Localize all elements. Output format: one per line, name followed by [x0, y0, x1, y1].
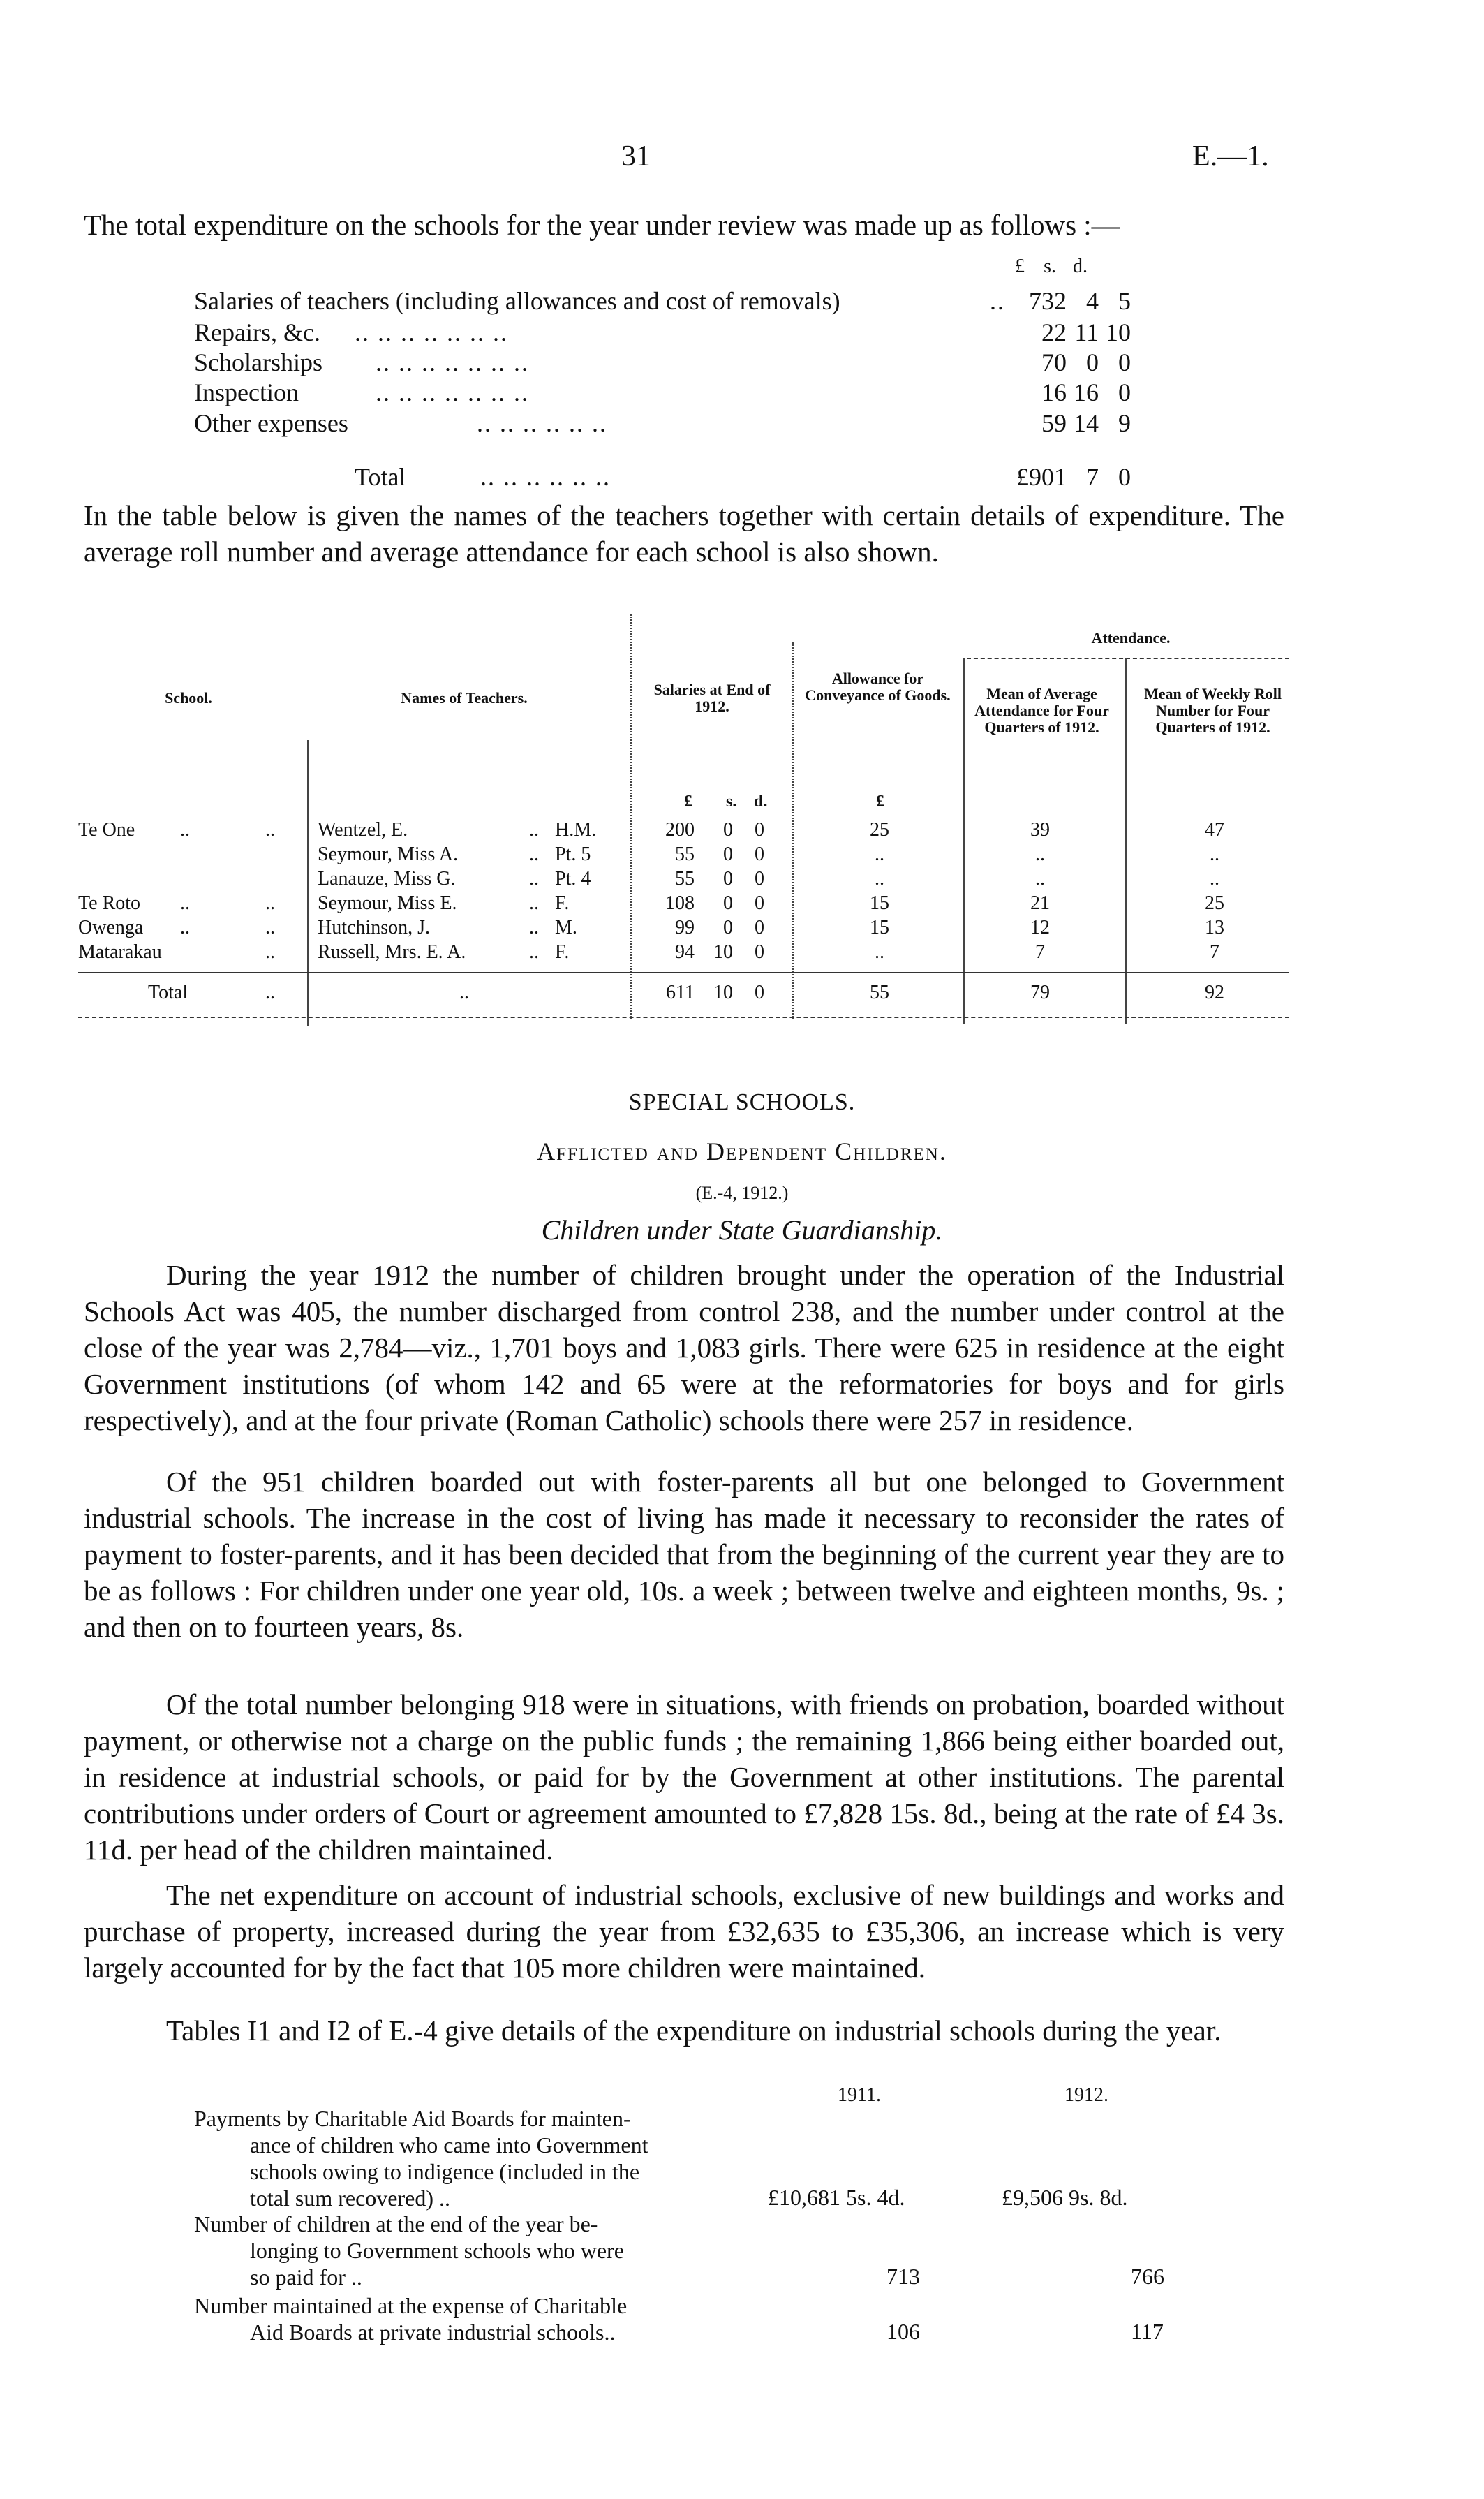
table-row-att: 39 [1030, 819, 1050, 841]
leader-dots: .. [265, 917, 275, 938]
table-row-pounds: 99 [675, 917, 695, 938]
row-label-line: Number maintained at the expense of Charitable [194, 2293, 628, 2318]
paragraph: During the year 1912 the number of children brought under the operation of the Industrial Schools Act was 405, the number discharged from control 238, and the number under control at the close of the year was 2,784—viz., 1,701 boys and 1,083 girls. There were 625 in residence at the eight Government institutions (of whom 142 and 65 were at the reformatories for boys and for girls respectively), and at the four private (Roman Catholic) schools there were 257 in residence. [84, 1259, 1284, 1436]
table-row-rank: H.M. [555, 819, 597, 841]
rule [307, 740, 309, 1026]
exp-label-repairs: Repairs, &c. [194, 318, 320, 346]
table-total-pounds: 611 [666, 982, 695, 1003]
leader-dots: .. .. .. .. .. .. .. [355, 318, 508, 346]
exp-pence: 9 [1118, 409, 1131, 437]
unit-shillings: s. [726, 793, 737, 811]
table-row-pounds: 55 [675, 843, 695, 865]
exp-shillings: 14 [1074, 409, 1099, 437]
exp-pounds: 16 [1041, 378, 1067, 406]
leader-dots: .. [265, 941, 275, 963]
th-salaries: Salaries at End of 1912. [653, 681, 771, 715]
leader-dots: .. [529, 819, 539, 841]
table-total-att: 79 [1030, 982, 1050, 1003]
table-row-pence: 0 [755, 941, 764, 963]
row-label-line: ance of children who came into Government [250, 2132, 648, 2158]
exp-pence: 0 [1118, 348, 1131, 376]
table-row-allow: 15 [870, 892, 889, 914]
expenditure-intro: The total expenditure on the schools for the year under review was made up as follows :— [84, 209, 1120, 241]
table-row-rank: M. [555, 917, 577, 938]
exp-pounds: 70 [1041, 348, 1067, 376]
paragraph: Tables I1 and I2 of E.-4 give details of the expenditure on industrial schools during the year. [166, 2014, 1222, 2047]
exp-shillings: 11 [1074, 318, 1099, 346]
leader-dots: .. [529, 843, 539, 865]
table-row-att: 12 [1030, 917, 1050, 938]
leader-dots: .. .. .. .. .. .. .. [376, 378, 529, 406]
table-row-pence: 0 [755, 868, 764, 890]
leader-dots: .. [265, 819, 275, 841]
rule [78, 1017, 1289, 1018]
row-label-line: Number of children at the end of the year be- [194, 2211, 598, 2236]
th-attendance: Attendance. [1091, 629, 1171, 647]
table-row-roll: 13 [1205, 917, 1224, 938]
table-row-name: Hutchinson, J. [318, 917, 430, 938]
table-intro: In the table below is given the names of the teachers together with certain details of expenditure. The average roll number and average attendance for each school is also shown. [84, 499, 1284, 568]
th-school: School. [165, 689, 212, 707]
paragraph: The net expenditure on account of industrial schools, exclusive of new buildings and works and purchase of property, increased during the year from £32,635 to £35,306, an increase which is very largely accounted for by the fact that 105 more children were maintained. [84, 1879, 1284, 1984]
table-row-school: Te Roto [78, 892, 141, 914]
section-title: SPECIAL SCHOOLS. [628, 1089, 856, 1115]
leader-dots: .. [529, 941, 539, 963]
table-row-name: Russell, Mrs. E. A. [318, 941, 466, 963]
unit-pence: d. [754, 793, 768, 811]
row-label-line: total sum recovered) .. [250, 2185, 450, 2211]
row-label-line: Aid Boards at private industrial schools.. [250, 2320, 616, 2345]
table-row-name: Wentzel, E. [318, 819, 408, 841]
table-row-shillings: 0 [723, 819, 733, 841]
rule [963, 658, 965, 1024]
row-label-line: so paid for .. [250, 2264, 362, 2290]
table-row-pence: 0 [755, 892, 764, 914]
table-row-pence: 0 [755, 819, 764, 841]
exp-pence: 0 [1118, 378, 1131, 406]
exp-total-pence: 0 [1118, 463, 1131, 491]
col-head-shillings: s. [1044, 256, 1056, 277]
exp-label-total: Total [355, 463, 406, 491]
leader-dots: .. [529, 892, 539, 914]
exp-shillings: 16 [1074, 378, 1099, 406]
rule [78, 972, 1289, 973]
table-row-name: Seymour, Miss E. [318, 892, 457, 914]
exp-pounds: 22 [1041, 318, 1067, 346]
table-row-rank: Pt. 5 [555, 843, 591, 865]
charitable-1912-value: 766 [1131, 2264, 1164, 2289]
leader-dots: .. .. .. .. .. .. [477, 409, 607, 437]
exp-total-pounds: £901 [1016, 463, 1067, 491]
table-row-roll: 7 [1210, 941, 1219, 963]
table-row-school: Owenga [78, 917, 144, 938]
table-row-allow: .. [875, 843, 884, 865]
table-row-allow: 25 [870, 819, 889, 841]
exp-label-inspection: Inspection [194, 378, 299, 406]
section-heading: Children under State Guardianship. [541, 1214, 943, 1246]
leader-dots: .. [459, 982, 469, 1003]
exp-shillings: 0 [1086, 348, 1099, 376]
charitable-1912-value: £9,506 9s. 8d. [1002, 2185, 1128, 2210]
leader-dots: .. [180, 892, 190, 914]
table-row-pence: 0 [755, 843, 764, 865]
table-row-rank: F. [555, 941, 570, 963]
exp-label-other: Other expenses [194, 409, 348, 437]
exp-label-salaries: Salaries of teachers (including allowances and cost of removals) [194, 287, 840, 315]
table-row-pounds: 200 [665, 819, 695, 841]
charitable-1911-value: £10,681 5s. 4d. [768, 2185, 905, 2210]
leader-dots: .. [180, 917, 190, 938]
exp-total-shillings: 7 [1086, 463, 1099, 491]
col-head-pounds: £ [1015, 256, 1025, 277]
rule [1125, 658, 1127, 1024]
row-label-line: schools owing to indigence (included in the [250, 2159, 640, 2184]
exp-pounds: 59 [1041, 409, 1067, 437]
exp-shillings: 4 [1086, 287, 1099, 315]
table-row-att: .. [1035, 868, 1045, 890]
leader-dots: .. [529, 868, 539, 890]
year-1912: 1912. [1064, 2084, 1108, 2106]
section-ref: (E.-4, 1912.) [695, 1183, 789, 1203]
th-mean-avg: Mean of Average Attendance for Four Quarters of 1912. [974, 685, 1109, 736]
table-row-roll: .. [1210, 843, 1219, 865]
table-row-allow: .. [875, 941, 884, 963]
table-row-pounds: 55 [675, 868, 695, 890]
rule [792, 642, 794, 1019]
table-row-shillings: 0 [723, 892, 733, 914]
unit-pounds: £ [684, 793, 692, 811]
leader-dots: .. [990, 287, 1005, 315]
th-names: Names of Teachers. [401, 689, 528, 707]
leader-dots: .. [529, 917, 539, 938]
table-total-allow: 55 [870, 982, 889, 1003]
table-row-shillings: 0 [723, 843, 733, 865]
table-row-school: Matarakau [78, 941, 162, 963]
unit-allow: £ [876, 793, 884, 811]
row-label-line: longing to Government schools who were [250, 2238, 624, 2263]
charitable-1911-value: 713 [886, 2264, 920, 2289]
year-1911: 1911. [838, 2084, 881, 2106]
table-row-allow: 15 [870, 917, 889, 938]
charitable-1912-value: 117 [1131, 2319, 1164, 2344]
exp-pounds: 732 [1029, 287, 1067, 315]
table-total-roll: 92 [1205, 982, 1224, 1003]
section-subtitle: Afflicted and Dependent Children. [537, 1137, 947, 1165]
table-row-roll: .. [1210, 868, 1219, 890]
table-row-shillings: 10 [713, 941, 733, 963]
table-row-att: 7 [1035, 941, 1045, 963]
document-ref: E.—1. [1192, 140, 1269, 172]
table-row-att: .. [1035, 843, 1045, 865]
table-row-roll: 25 [1205, 892, 1224, 914]
page-number: 31 [621, 140, 651, 172]
table-total-label: Total [148, 982, 188, 1003]
leader-dots: .. .. .. .. .. .. [480, 463, 611, 491]
table-row-school: Te One [78, 819, 135, 841]
exp-pence: 5 [1118, 287, 1131, 315]
paragraph: Of the total number belonging 918 were in situations, with friends on probation, boarded without payment, or otherwise not a charge on the public funds ; the remaining 1,866 being either boarded out, in residence at industrial schools, or paid for by the Government at other institutions. The parental contributions under orders of Court or agreement amounted to £7,828 15s. 8d., being at the rate of £4 3s. 11d. per head of the children maintained. [84, 1688, 1284, 1866]
table-row-shillings: 0 [723, 868, 733, 890]
rule [967, 658, 1289, 659]
leader-dots: .. [265, 892, 275, 914]
leader-dots: .. .. .. .. .. .. .. [376, 348, 529, 376]
rule [630, 614, 632, 1019]
charitable-row-1 [194, 2105, 752, 2211]
table-row-rank: F. [555, 892, 570, 914]
table-row-pounds: 94 [675, 941, 695, 963]
paragraph: Of the 951 children boarded out with foster-parents all but one belonged to Government industrial schools. The increase in the cost of living has made it necessary to reconsider the rates of payment to foster-parents, and it has been decided that from the beginning of the current year they are to be as follows : For children under one year old, 10s. a week ; between twelve and eighteen months, 9s. ; and then on to fourteen years, 8s. [84, 1466, 1284, 1643]
table-row-shillings: 0 [723, 917, 733, 938]
charitable-1911-value: 106 [886, 2319, 920, 2344]
table-row-pence: 0 [755, 917, 764, 938]
table-total-pence: 0 [755, 982, 764, 1003]
th-mean-roll: Mean of Weekly Roll Number for Four Quarters of 1912. [1144, 685, 1282, 736]
table-row-rank: Pt. 4 [555, 868, 591, 890]
exp-label-scholarships: Scholarships [194, 348, 322, 376]
charitable-row-2 [194, 2211, 752, 2290]
table-row-allow: .. [875, 868, 884, 890]
table-row-pounds: 108 [665, 892, 695, 914]
table-row-roll: 47 [1205, 819, 1224, 841]
exp-pence: 10 [1106, 318, 1131, 346]
table-row-name: Lanauze, Miss G. [318, 868, 456, 890]
table-row-name: Seymour, Miss A. [318, 843, 459, 865]
col-head-pence: d. [1073, 256, 1088, 277]
th-allowance: Allowance for Conveyance of Goods. [805, 670, 951, 704]
row-label-line: Payments by Charitable Aid Boards for mainten- [194, 2106, 631, 2131]
charitable-row-3 [194, 2292, 752, 2345]
leader-dots: .. [265, 982, 275, 1003]
table-row-att: 21 [1030, 892, 1050, 914]
table-total-shillings: 10 [713, 982, 733, 1003]
leader-dots: .. [180, 819, 190, 841]
